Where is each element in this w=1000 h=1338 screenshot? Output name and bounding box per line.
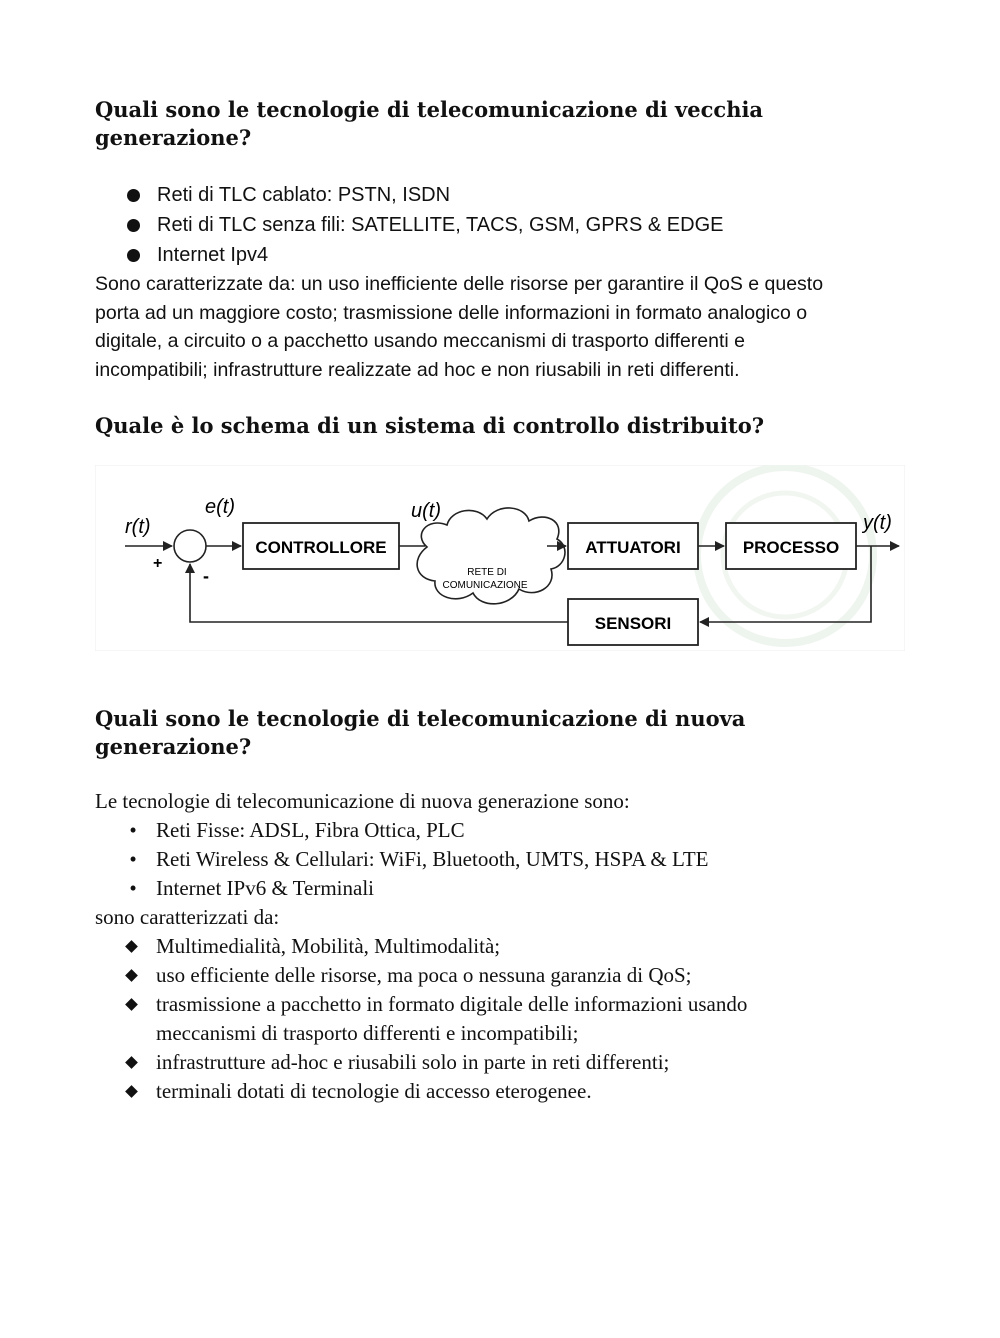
diamond-bullet-icon bbox=[125, 1056, 138, 1069]
bullet-icon: • bbox=[129, 847, 137, 871]
controller-label: CONTROLLORE bbox=[255, 538, 387, 557]
diamond-bullet-icon bbox=[125, 969, 138, 982]
heading-new-generation bbox=[95, 705, 855, 761]
diamond-bullet-icon bbox=[125, 1085, 138, 1098]
list-item: Reti di TLC cablato: PSTN, ISDN bbox=[125, 180, 723, 210]
summing-junction bbox=[174, 530, 206, 562]
bullet-dot-icon bbox=[127, 249, 140, 262]
input-label: r(t) bbox=[125, 516, 151, 538]
old-tech-list bbox=[125, 180, 723, 270]
list-item: infrastrutture ad-hoc e riusabili solo in parte in reti differenti; bbox=[125, 1048, 885, 1077]
network-label: RETE DI bbox=[467, 567, 507, 578]
bullet-dot-icon bbox=[127, 189, 140, 202]
new-tech-intro: Le tecnologie di telecomunicazione di nuova generazione sono: bbox=[95, 789, 630, 813]
list-item: Internet Ipv4 bbox=[125, 240, 723, 270]
heading-line: Quali sono le tecnologie di telecomunicazione di nuova bbox=[95, 706, 746, 731]
characterized-text: sono caratterizzati da: bbox=[95, 905, 280, 929]
heading-line: generazione? bbox=[95, 734, 252, 759]
sensors-label: SENSORI bbox=[594, 614, 672, 633]
error-label: e(t) bbox=[205, 496, 235, 518]
list-item: uso efficiente delle risorse, ma poca o nessuna garanzia di QoS; bbox=[125, 961, 885, 990]
process-label: PROCESSO bbox=[742, 538, 840, 557]
list-item: • Reti Wireless & Cellulari: WiFi, Bluetooth, UMTS, HSPA & LTE bbox=[125, 845, 885, 874]
list-item: • Internet IPv6 & Terminali bbox=[125, 874, 885, 903]
control-label: u(t) bbox=[411, 500, 441, 522]
old-tech-paragraph bbox=[95, 270, 915, 384]
paragraph-line: digitale, a circuito o a pacchetto usando meccanismi di trasporto differenti e bbox=[95, 330, 745, 352]
diamond-bullet-icon bbox=[125, 940, 138, 953]
actuators-label: ATTUATORI bbox=[585, 538, 681, 557]
paragraph-line: incompatibili; infrastrutture realizzate ad hoc e non riusabili in reti differenti. bbox=[95, 358, 740, 381]
list-item: Reti di TLC senza fili: SATELLITE, TACS, GSM, GPRS & EDGE bbox=[125, 210, 723, 240]
paragraph-line: porta ad un maggiore costo; trasmissione delle informazioni in formato analogico o bbox=[95, 301, 808, 324]
list-item: • Reti Fisse: ADSL, Fibra Ottica, PLC bbox=[125, 816, 885, 845]
list-item: terminali dotati di tecnologie di accesso eterogenee. bbox=[125, 1077, 885, 1106]
heading-old-generation bbox=[95, 96, 855, 152]
list-item: trasmissione a pacchetto in formato digitale delle informazioni usando meccanismi di trasporto differenti e incompatibili; bbox=[125, 990, 885, 1048]
heading-line: Quali sono le tecnologie di telecomunicazione di vecchia bbox=[95, 97, 764, 122]
plus-sign: + bbox=[153, 555, 163, 572]
bullet-icon: • bbox=[129, 876, 137, 900]
features-list bbox=[125, 932, 885, 1106]
output-label: y(t) bbox=[863, 512, 892, 534]
diamond-bullet-icon bbox=[125, 998, 138, 1011]
list-item: Multimedialità, Mobilità, Multimodalità; bbox=[125, 932, 885, 961]
network-label: COMUNICAZIONE bbox=[442, 580, 528, 591]
heading-control-system: Quale è lo schema di un sistema di controllo distribuito? bbox=[95, 413, 765, 438]
control-system-diagram bbox=[95, 465, 905, 651]
heading-line: generazione? bbox=[95, 125, 252, 150]
bullet-icon: • bbox=[129, 818, 137, 842]
paragraph-line: Sono caratterizzate da: un uso inefficiente delle risorse per garantire il QoS e questo bbox=[95, 273, 824, 295]
minus-sign: - bbox=[203, 566, 209, 586]
new-tech-list bbox=[125, 816, 885, 903]
bullet-dot-icon bbox=[127, 219, 140, 232]
